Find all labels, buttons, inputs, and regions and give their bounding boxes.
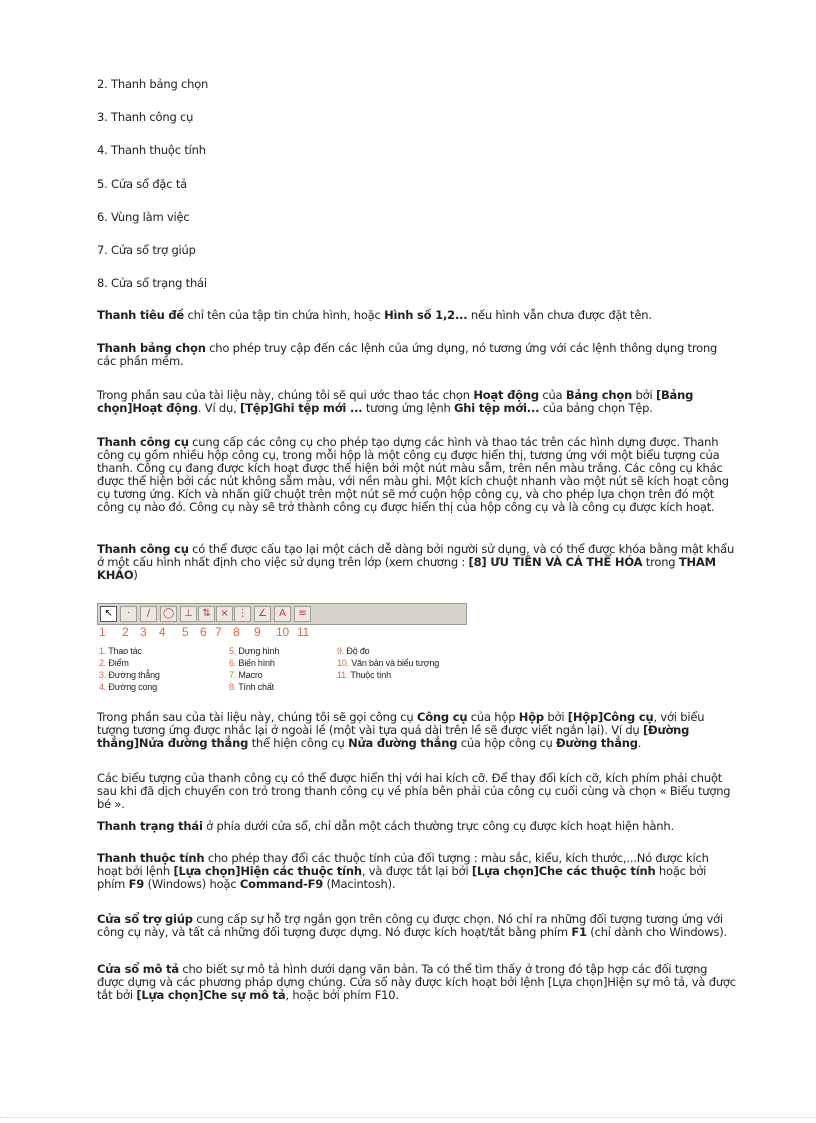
- list-item: 7. Cửa sổ trợ giúp: [97, 243, 196, 257]
- toolbar-strip: [97, 603, 467, 625]
- paragraph-menu-bar: Thanh bảng chọn cho phép truy cập đến các lệnh của ứng dụng, nó tương ứng với các lệnh thông dụng trong các phần mềm.: [97, 341, 718, 368]
- legend-item: 8. Tính chất: [229, 682, 274, 692]
- term: Thanh bảng chọn: [97, 341, 206, 355]
- paragraph-toolbar: Thanh công cụ cung cấp các công cụ cho phép tạo dựng các hình và thao tác trên các hình dựng được. Thanh công cụ gồm nhiều hộp công cụ, trong mỗi hộp là một công cụ được hiển thị, tương ứng với một biểu tượng của thanh. Công cụ đang được kích hoạt được thể hiện bởi một nút màu sẫm, trên nền màu trắng. Các công cụ khác được thể hiện bởi các nút không sẫm màu, với nền màu ghi. Một kích chuột nhanh vào một nút sẽ kích hoạt công cụ tương ứng. Kích và nhấn giữ chuột trên một nút sẽ mở cuộn hộp công cụ, và cho phép lựa chọn trên đó một công cụ nào đó. Công cụ này sẽ trở thành công cụ được hiển thị của hộp công cụ và là công cụ được kích hoạt.: [97, 435, 729, 514]
- list-item: 3. Thanh công cụ: [97, 110, 194, 124]
- legend-column-2: [229, 645, 279, 693]
- legend-item: 7. Macro: [229, 670, 263, 680]
- legend-item: 9. Độ đo: [337, 646, 370, 656]
- paragraph-toolbar-customize: Thanh công cụ có thể được cấu tạo lại một cách dễ dàng bởi người sử dụng, và có thể được khóa bằng mật khẩu ở một cấu hình nhất định cho việc sử dụng trên lớp (xem chương : [8] ƯU TIÊN VÀ CÁ THỂ HÓA trong THAM KHẢO): [97, 542, 735, 582]
- legend-item: 4. Đường cong: [99, 682, 157, 692]
- pointer-icon: ↖: [100, 606, 117, 622]
- text-icon: A: [274, 606, 291, 622]
- macro-icon: ×: [216, 606, 233, 622]
- paragraph-attribute-bar: Thanh thuộc tính cho phép thay đổi các thuộc tính của đối tượng : màu sắc, kiểu, kích thước,...Nó được kích hoạt bởi lệnh [Lựa chọn]Hiện các thuộc tính, và được tắt lại bởi [Lựa chọn]Che các thuộc tính hoặc bởi phím F9 (Windows) hoặc Command-F9 (Macintosh).: [97, 851, 709, 891]
- list-item: 5. Cửa sổ đặc tả: [97, 177, 188, 191]
- legend-item: 11. Thuộc tính: [337, 670, 391, 680]
- page-bottom-divider: [0, 1117, 816, 1118]
- legend-item: 2. Điểm: [99, 658, 129, 668]
- circle-icon: ◯: [160, 606, 177, 622]
- legend-item: 6. Biến hình: [229, 658, 275, 668]
- paragraph-icon-sizes: Các biểu tượng của thanh công cụ có thể được hiển thị với hai kích cỡ. Để thay đổi kích cỡ, kích phím phải chuột sau khi đã dịch chuyển con trỏ trong thanh công cụ về phía bên phải của công cụ cuối cùng và chọn « Biểu tượng bé ».: [97, 771, 731, 811]
- paragraph-title-bar: Thanh tiêu đề chỉ tên của tập tin chứa hình, hoặc Hình số 1,2... nếu hình vẫn chưa được đặt tên.: [97, 308, 652, 322]
- list-item: 8. Cửa sổ trạng thái: [97, 276, 207, 290]
- legend-column-3: [337, 645, 439, 681]
- attribute-icon: ≡: [294, 606, 311, 622]
- list-item: 6. Vùng làm việc: [97, 210, 190, 224]
- transform-icon: ⇅: [198, 606, 215, 622]
- paragraph-help-window: Cửa sổ trợ giúp cung cấp sự hỗ trợ ngắn gọn trên công cụ được chọn. Nó chỉ ra những đối tượng tương ứng với công cụ này, và tất cả những đối tượng được dựng. Nó được kích hoạt/tắt bằng phím F1 (chỉ dành cho Windows).: [97, 912, 728, 939]
- term: Thanh tiêu đề: [97, 308, 185, 322]
- toolbar-figure: ↖ · ∕ ◯ ⊥ ⇅ × ⋮ ∠ A ≡ 1 2 3 4 5 6 7 8 9 10 11 1. Thao tác 2. Điểm 3. Đường thẳng 4. Đường cong 5. Dựng hình 6. Biến hình 7. Macro 8. Tính chất 9. Độ đo 10. Văn bản và biểu tượng 11. Thuộc tính: [97, 603, 472, 693]
- legend-item: 5. Dựng hình: [229, 646, 280, 656]
- paragraph-description-window: Cửa sổ mô tả cho biết sự mô tả hình dưới dạng văn bản. Ta có thể tìm thấy ở trong đó tập hợp các đối tượng được dựng và các phương pháp dựng chúng. Cửa sổ này được kích hoạt bởi lệnh [Lựa chọn]Hiện sự mô tả, và được tắt bởi [Lựa chọn]Che sự mô tả, hoặc bởi phím F10.: [97, 962, 736, 1002]
- construct-icon: ⊥: [180, 606, 197, 622]
- legend-item: 1. Thao tác: [99, 646, 142, 656]
- legend-item: 3. Đường thẳng: [99, 670, 160, 680]
- list-item: 4. Thanh thuộc tính: [97, 143, 206, 157]
- point-icon: ·: [120, 606, 137, 622]
- paragraph-menu-convention: Trong phần sau của tài liệu này, chúng tôi sẽ qui ước thao tác chọn Hoạt động của Bảng chọn bởi [Bảng chọn]Hoạt động. Ví dụ, [Tệp]Ghi tệp mới ... tương ứng lệnh Ghi tệp mới... của bảng chọn Tệp.: [97, 388, 694, 415]
- property-icon: ⋮: [234, 606, 251, 622]
- list-item: 2. Thanh bảng chọn: [97, 77, 209, 91]
- measure-icon: ∠: [254, 606, 271, 622]
- term: Thanh trạng thái: [97, 819, 203, 833]
- line-icon: ∕: [140, 606, 157, 622]
- term: Thanh công cụ: [97, 435, 189, 449]
- paragraph-status-bar: Thanh trạng thái ở phía dưới cửa sổ, chỉ dẫn một cách thường trực công cụ được kích hoạt hiện hành.: [97, 819, 674, 833]
- legend-column-1: [99, 645, 160, 693]
- term: Hình số 1,2...: [384, 308, 468, 322]
- legend-item: 10. Văn bản và biểu tượng: [337, 658, 440, 668]
- paragraph-tool-convention: Trong phần sau của tài liệu này, chúng tôi sẽ gọi công cụ Công cụ của hộp Hộp bởi [Hộp]Công cụ, với biểu tượng tương ứng được nhắc lại ở ngoài lề (một vài tựa quá dài trên lề sẽ được viết ngắn lại). Ví dụ [Đường thẳng]Nửa đường thẳng thể hiện công cụ Nửa đường thẳng của hộp công cụ Đường thẳng.: [97, 710, 705, 750]
